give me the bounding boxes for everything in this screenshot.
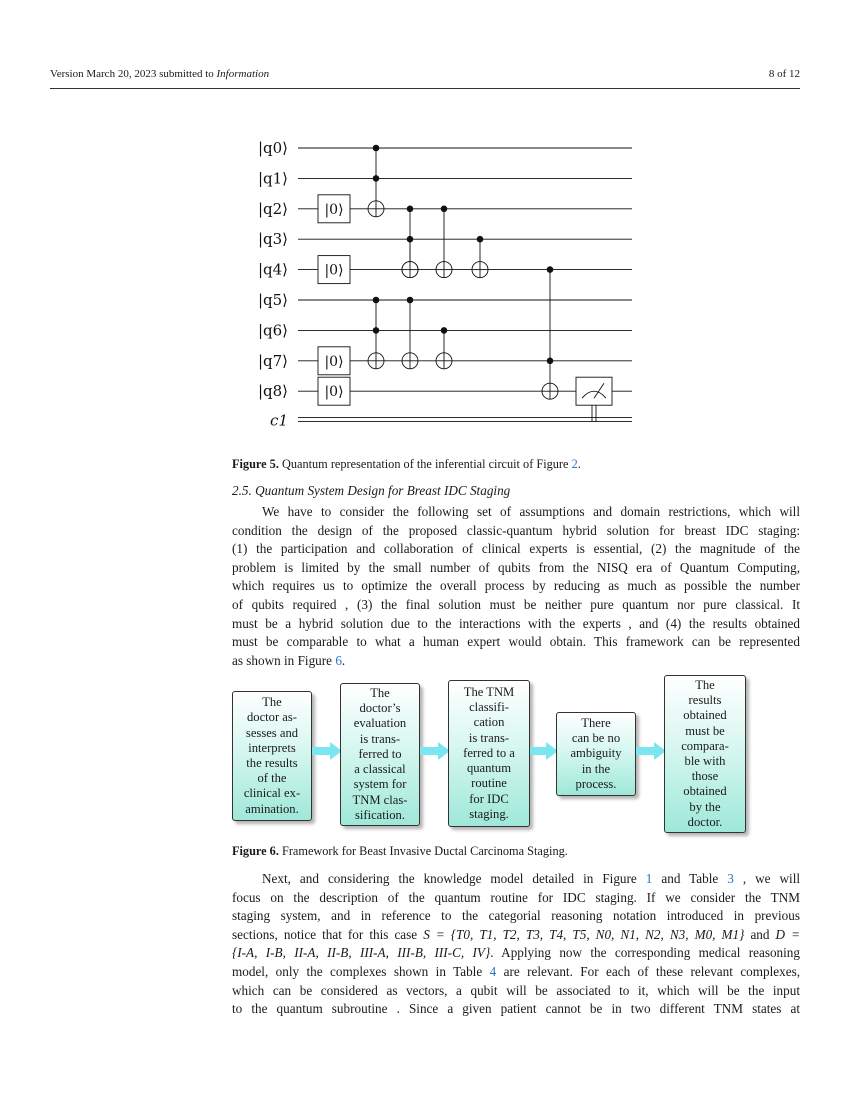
classical-label: c1 bbox=[270, 411, 288, 430]
flow-box-line: cation bbox=[473, 715, 505, 730]
framework-flow-diagram bbox=[0, 670, 850, 840]
figure-6-caption bbox=[232, 843, 568, 859]
qubit-label: |q6⟩ bbox=[257, 321, 288, 340]
control-dot bbox=[373, 297, 380, 304]
figure-5-caption: Figure 5. Quantum representation of the inferential circuit of Figure 2. bbox=[232, 457, 581, 471]
header-journal: Information bbox=[216, 68, 270, 80]
set-d: {I-A, I-B, II-A, II-B, III-A, III-B, III-C, IV} bbox=[232, 945, 491, 961]
control-dot bbox=[373, 145, 380, 152]
header-version: Version March 20, 2023 submitted to Information bbox=[50, 68, 270, 80]
flow-box-line: is trans- bbox=[359, 731, 401, 746]
flow-box-line: The TNM bbox=[463, 685, 515, 700]
flow-box-line: the results bbox=[246, 756, 298, 770]
set-s: S = {T0, T1, T2, T3, T4, T5, N0, N1, N2, N3, M0, M1} bbox=[423, 926, 745, 942]
reset-label: |0⟩ bbox=[324, 262, 344, 279]
control-dot bbox=[441, 206, 448, 213]
flow-box-line: The bbox=[695, 677, 715, 692]
control-dot bbox=[547, 266, 554, 273]
flow-box-line: The bbox=[370, 686, 390, 701]
flow-box-line: There bbox=[581, 715, 611, 730]
flow-box-line: obtained bbox=[683, 784, 727, 799]
flow-arrow-2 bbox=[420, 747, 440, 755]
flow-box-results bbox=[664, 675, 746, 833]
flow-box-examination bbox=[232, 691, 312, 821]
control-dot bbox=[441, 327, 448, 334]
figure-6-label: Figure 6. bbox=[232, 844, 279, 858]
control-dot bbox=[477, 236, 484, 243]
flow-box-line: doctor. bbox=[687, 814, 723, 829]
flow-box-line: can be no bbox=[571, 731, 621, 746]
flow-box-classical bbox=[340, 683, 420, 826]
flow-arrow-3 bbox=[530, 747, 548, 755]
flow-box-line: process. bbox=[575, 776, 617, 791]
flow-box-ambiguity bbox=[556, 712, 636, 796]
section-title: 2.5. Quantum System Design for Breast IDC Staging bbox=[232, 483, 511, 498]
paragraph-knowledge-model: Next, and considering the knowledge model detailed in Figure 1 and Table 3 , we will focus on the description of the quantum routine for IDC staging. If we consider the TNM staging system, and in reference to the categorial reasoning notation introduced in previous sections, notice that for this case S = {T0, T1, T2, T3, T4, T5, N0, N1, N2, N3, M0, M1} and D = {I-A, I-B, II-A, II-B, III-A, III-B, III-C, IV}. Applying now the corresponding medical reasoning model, only the complexes shown in Table 4 are relevant. For each of these relevant complexes, which can be considered as vectors, a qubit will be associated to it, which will be the input to the quantum subroutine . Since a given patient cannot be in two different TNM states at bbox=[232, 871, 801, 1017]
flow-box-quantum bbox=[448, 680, 530, 827]
circuit-gates bbox=[318, 145, 612, 422]
flow-box-line: clinical ex- bbox=[243, 786, 301, 801]
flow-box-line: sification. bbox=[354, 807, 405, 822]
qubit-label: |q5⟩ bbox=[257, 291, 288, 309]
qubit-label: |q1⟩ bbox=[257, 169, 288, 188]
flow-box-line: TNM clas- bbox=[352, 792, 408, 807]
flow-box-line: by the bbox=[689, 799, 721, 814]
flow-box-line: ble with bbox=[684, 754, 726, 768]
figure-1-link[interactable]: 1 bbox=[645, 871, 653, 886]
table-4-link[interactable]: 4 bbox=[489, 963, 497, 979]
flow-box-line: compara- bbox=[681, 738, 729, 753]
qubit-label: |q0⟩ bbox=[257, 139, 288, 157]
flow-box-line: The bbox=[262, 695, 282, 710]
flow-box-line: results bbox=[688, 693, 722, 708]
flow-box-line: system for bbox=[353, 777, 407, 792]
flow-box-line: is trans- bbox=[468, 730, 510, 745]
figure-6-link[interactable]: 6 bbox=[335, 652, 342, 668]
flow-box-line: classifi- bbox=[469, 700, 509, 715]
flow-box-line: staging. bbox=[469, 806, 509, 821]
flow-box-line: amination. bbox=[245, 801, 299, 816]
flow-box-line: of the bbox=[257, 771, 287, 786]
flow-box-line: routine bbox=[471, 776, 507, 791]
reset-label: |0⟩ bbox=[324, 384, 344, 401]
control-dot bbox=[373, 327, 380, 334]
flow-box-line: ferred to a bbox=[463, 745, 515, 760]
flow-box-line: those bbox=[691, 769, 719, 784]
qubit-labels bbox=[258, 139, 288, 430]
control-dot bbox=[373, 175, 380, 182]
flow-box-line: for IDC bbox=[469, 791, 509, 806]
flow-box-line: ferred to bbox=[358, 746, 402, 761]
flow-box-line: doctor’s bbox=[359, 701, 401, 716]
reset-label: |0⟩ bbox=[324, 201, 344, 218]
flow-box-line: in the bbox=[581, 761, 611, 776]
reset-label: |0⟩ bbox=[324, 353, 344, 370]
flow-box-line: sesses and bbox=[245, 725, 299, 740]
flow-box-line: a classical bbox=[354, 762, 406, 777]
qubit-label: |q3⟩ bbox=[257, 230, 288, 249]
figure-5-label: Figure 5. bbox=[232, 457, 279, 471]
flow-box-line: interprets bbox=[248, 740, 296, 755]
flow-box-line: doctor as- bbox=[246, 710, 297, 725]
quantum-circuit-diagram bbox=[0, 0, 850, 450]
figure-6-text: Framework for Beast Invasive Ductal Carcinoma Staging. bbox=[281, 844, 568, 858]
flow-arrow-4 bbox=[636, 747, 656, 755]
control-dot bbox=[407, 206, 414, 213]
paragraph-assumptions: We have to consider the following set of assumptions and domain restrictions, which will condition the design of the proposed classic-quantum hybrid solution for breast IDC staging: (1) the participation and collaboration of clinical experts is essential, (2) the magnitude of the problem is limited by the small number of qubits from the NISQ era of Quantum Computing, which requires us to optimize the overall process by reducing as much as possible the number of qubits required , (3) the final solution must be neither pure quantum nor pure classical. It must be a hybrid solution due to the interactions with the experts , and (4) the results obtained must be comparable to what a human expert would obtain. This framework can be represented as shown in Figure 6. bbox=[232, 504, 800, 668]
flow-arrow-1 bbox=[312, 747, 332, 755]
figure-2-link[interactable]: 2 bbox=[571, 457, 578, 471]
figure-5-text: Quantum representation of the inferential circuit of Figure bbox=[281, 457, 569, 471]
flow-box-line: quantum bbox=[466, 761, 512, 776]
flow-box-line: obtained bbox=[683, 708, 727, 723]
control-dot bbox=[407, 297, 414, 304]
header-page-number: 8 of 12 bbox=[768, 68, 800, 80]
control-dot bbox=[547, 358, 554, 365]
qubit-label: |q7⟩ bbox=[257, 351, 288, 370]
qubit-label: |q4⟩ bbox=[257, 260, 288, 279]
flow-box-line: evaluation bbox=[353, 716, 407, 731]
set-d-label: D = bbox=[775, 926, 801, 942]
flow-box-line: must be bbox=[685, 723, 725, 738]
qubit-label: |q8⟩ bbox=[257, 382, 288, 401]
table-3-link[interactable]: 3 bbox=[727, 871, 734, 886]
qubit-label: |q2⟩ bbox=[257, 199, 288, 218]
flow-box-line: ambiguity bbox=[570, 746, 622, 761]
control-dot bbox=[407, 236, 414, 243]
